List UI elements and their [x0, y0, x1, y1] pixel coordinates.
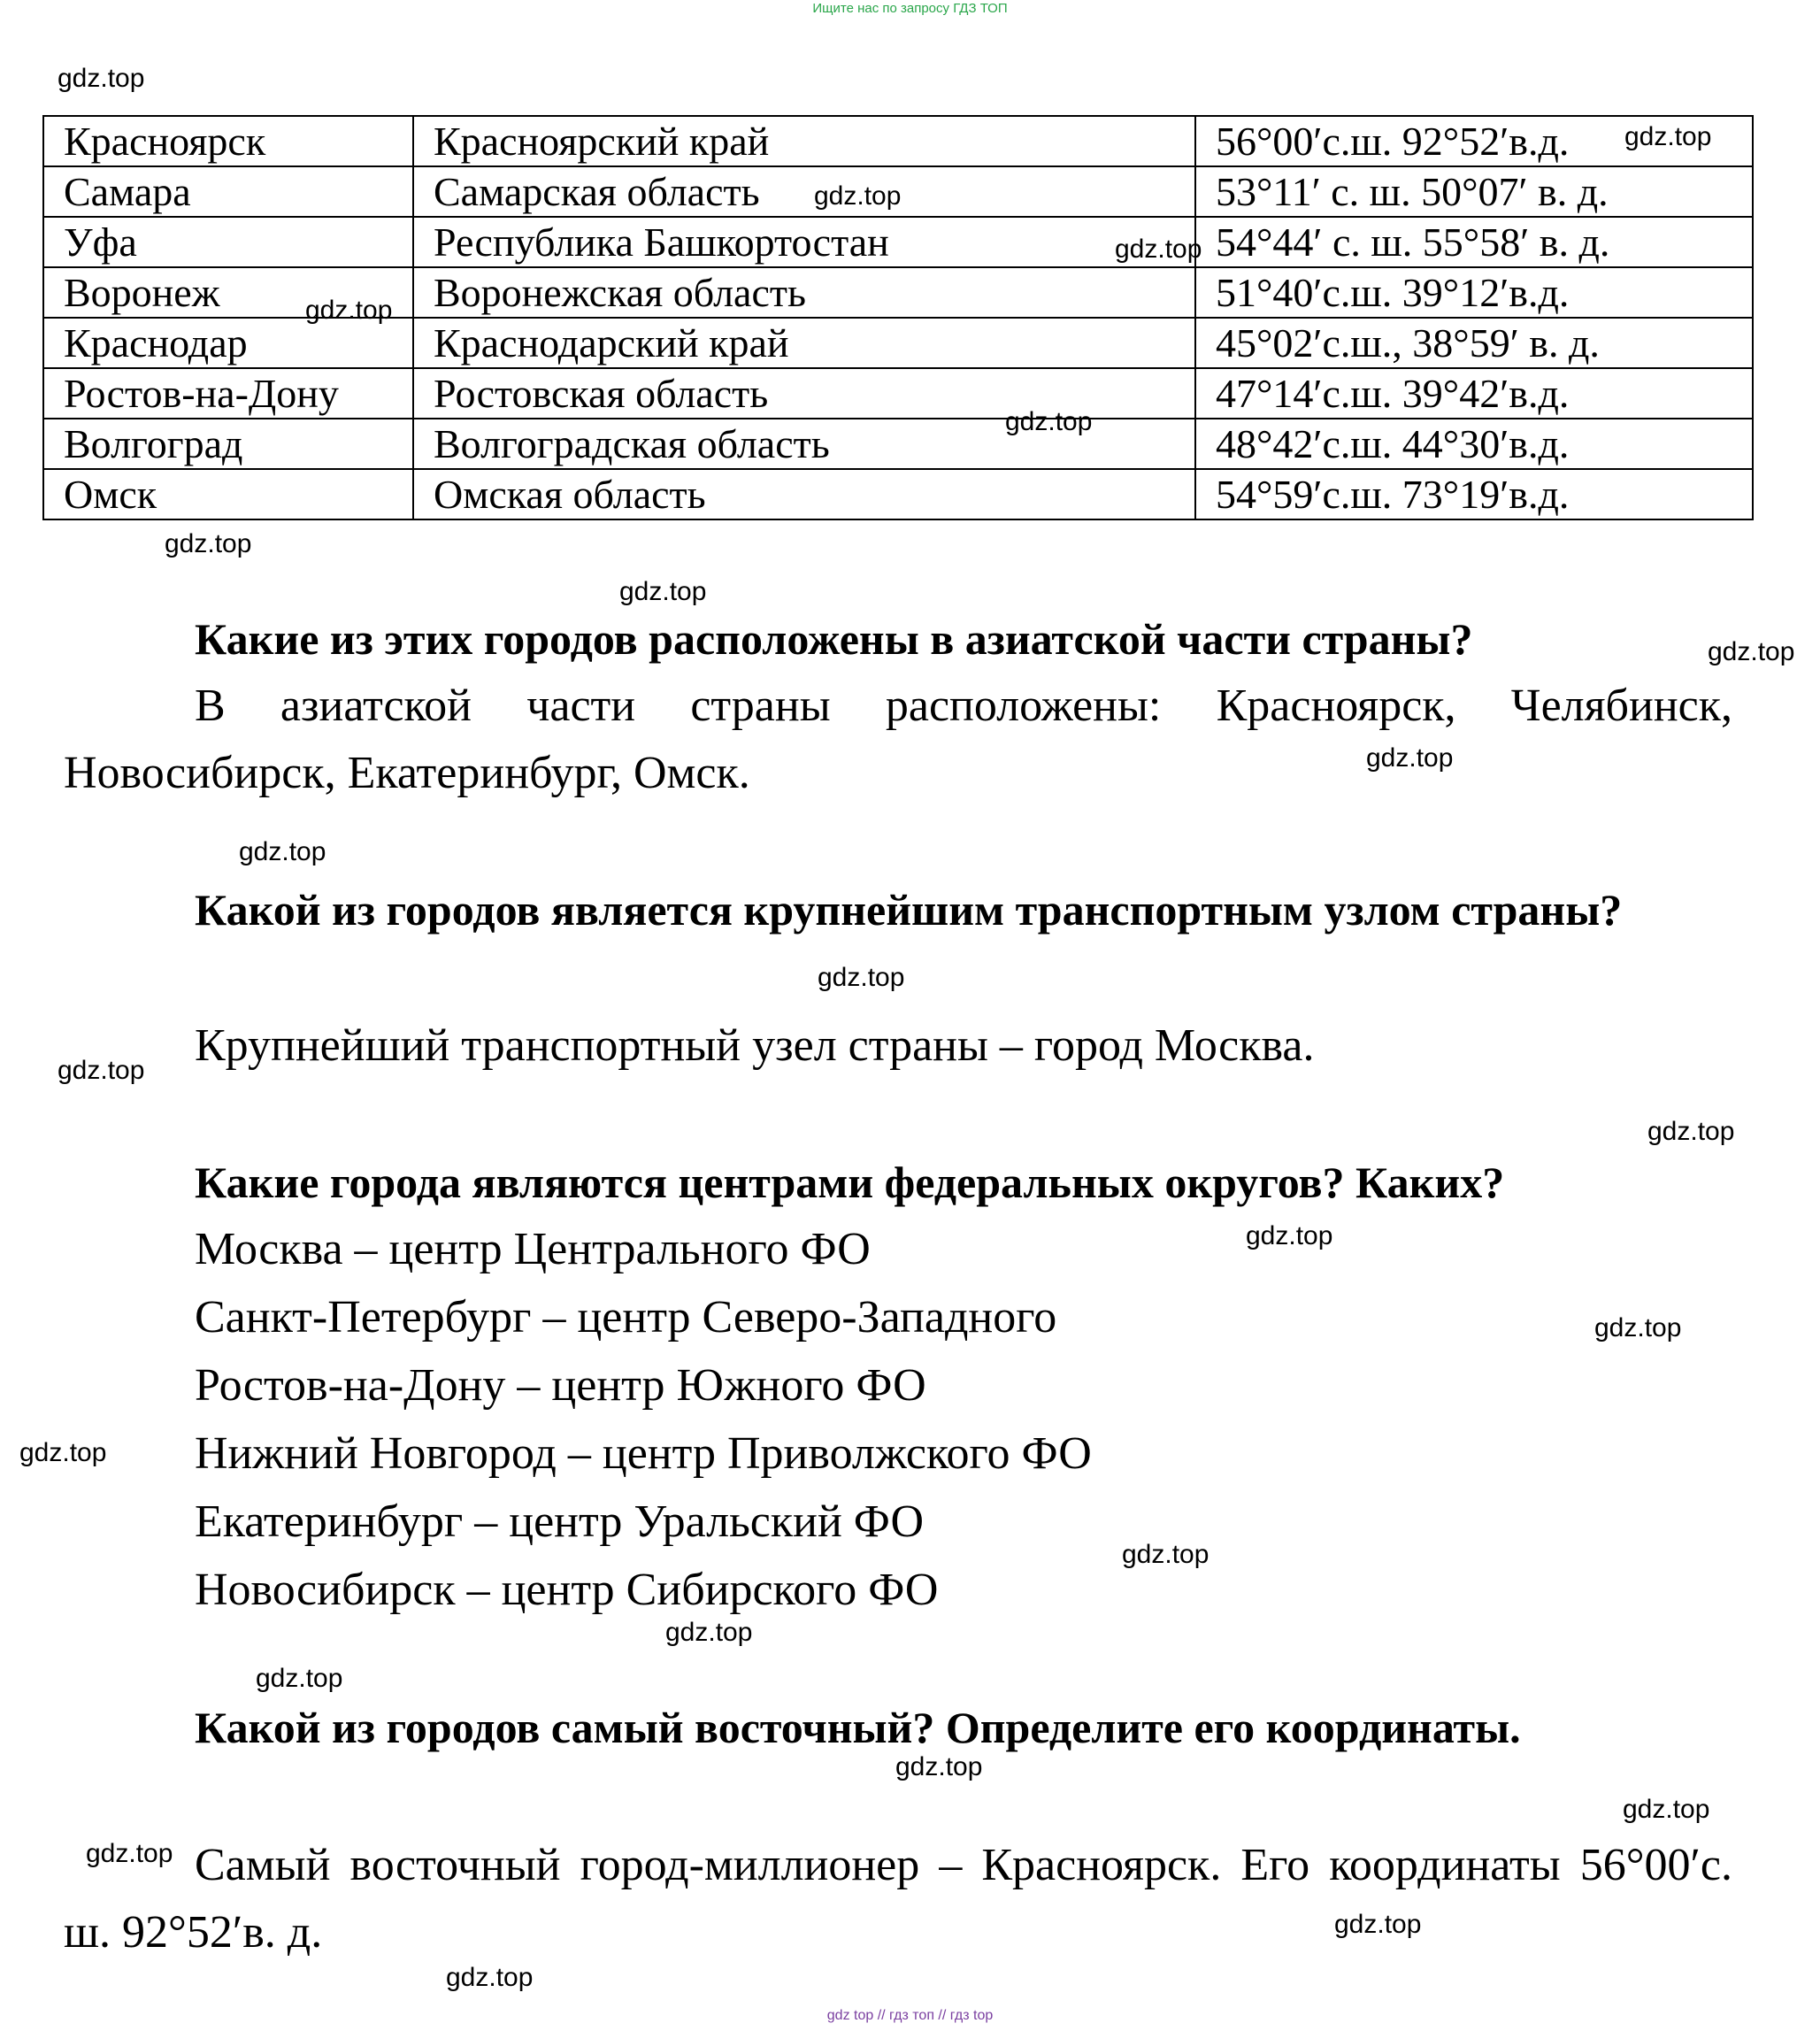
city-cell: Краснодар: [43, 318, 413, 368]
list-item: Екатеринбург – центр Уральский ФО: [195, 1496, 925, 1547]
region-cell: Омская область: [413, 469, 1195, 519]
coords-cell: 54°59′с.ш. 73°19′в.д.: [1195, 469, 1753, 519]
question-federal: Какие города являются центрами федеральных округов? Каких?: [195, 1158, 1505, 1207]
watermark: gdz.top: [665, 1618, 753, 1647]
city-cell: Омск: [43, 469, 413, 519]
coords-cell: 45°02′с.ш., 38°59′ в. д.: [1195, 318, 1753, 368]
watermark: gdz.top: [1623, 1795, 1710, 1824]
watermark: gdz.top: [1334, 1910, 1422, 1939]
table-row: [43, 217, 1753, 267]
table-row: [43, 469, 1753, 519]
table-row: [43, 318, 1753, 368]
coords-cell: 51°40′с.ш. 39°12′в.д.: [1195, 267, 1753, 318]
watermark: gdz.top: [19, 1438, 107, 1467]
region-cell: Воронежская область: [413, 267, 1195, 318]
coords-cell: 54°44′ с. ш. 55°58′ в. д.: [1195, 217, 1753, 267]
city-cell: Волгоград: [43, 419, 413, 469]
table-row: [43, 419, 1753, 469]
city-cell: Уфа: [43, 217, 413, 267]
watermark: gdz.top: [1115, 235, 1202, 264]
watermark: gdz.top: [895, 1752, 983, 1781]
city-cell: Красноярск: [43, 116, 413, 166]
list-item: Новосибирск – центр Сибирского ФО: [195, 1565, 939, 1615]
region-cell: Краснодарский край: [413, 318, 1195, 368]
watermark: gdz.top: [1594, 1313, 1682, 1342]
watermark: gdz.top: [305, 296, 393, 325]
watermark: gdz.top: [58, 64, 145, 93]
list-item: Ростов-на-Дону – центр Южного ФО: [195, 1360, 926, 1411]
watermark: gdz.top: [814, 181, 902, 211]
coords-cell: 53°11′ с. ш. 50°07′ в. д.: [1195, 166, 1753, 217]
region-cell: Республика Башкортостан: [413, 217, 1195, 267]
answer-eastern: Самый восточный город-миллионер – Красноярск. Его координаты 56°00′с. ш. 92°52′в. д.: [64, 1840, 1732, 1958]
city-cell: Воронеж: [43, 267, 413, 318]
region-cell: Красноярский край: [413, 116, 1195, 166]
list-item: Санкт-Петербург – центр Северо-Западного: [195, 1292, 1057, 1342]
table-row: [43, 267, 1753, 318]
watermark: gdz.top: [1122, 1540, 1209, 1569]
watermark: gdz.top: [58, 1056, 145, 1085]
watermark: gdz.top: [86, 1839, 173, 1868]
watermark: gdz.top: [1005, 407, 1093, 436]
list-item: Москва – центр Центрального ФО: [195, 1224, 871, 1274]
coords-cell: 56°00′с.ш. 92°52′в.д.: [1195, 116, 1753, 166]
list-item: Нижний Новгород – центр Приволжского ФО: [195, 1428, 1092, 1479]
cities-table: [42, 115, 1754, 520]
footer-links: gdz top // гдз топ // гдз top: [826, 2008, 994, 2023]
watermark: gdz.top: [1708, 637, 1795, 666]
answer-asian: В азиатской части страны расположены: Красноярск, Челябинск, Новосибирск, Екатеринбург, Омск.: [64, 681, 1732, 798]
watermark: gdz.top: [256, 1664, 343, 1693]
watermark: gdz.top: [446, 1963, 534, 1992]
coords-cell: 48°42′с.ш. 44°30′в.д.: [1195, 419, 1753, 469]
city-cell: Самара: [43, 166, 413, 217]
question-transport: Какой из городов является крупнейшим транспортным узлом страны?: [195, 885, 1623, 935]
watermark: gdz.top: [818, 963, 905, 992]
coords-cell: 47°14′с.ш. 39°42′в.д.: [1195, 368, 1753, 419]
city-cell: Ростов-на-Дону: [43, 368, 413, 419]
watermark: gdz.top: [619, 577, 707, 606]
watermark: gdz.top: [1246, 1221, 1333, 1250]
watermark: gdz.top: [1624, 122, 1712, 151]
table-row: [43, 116, 1753, 166]
region-cell: Самарская область: [413, 166, 1195, 217]
question-eastern: Какой из городов самый восточный? Определите его координаты.: [195, 1703, 1521, 1752]
header-note: Ищите нас по запросу ГДЗ ТОП: [812, 1, 1008, 16]
question-asian: Какие из этих городов расположены в азиатской части страны?: [195, 614, 1473, 664]
watermark: gdz.top: [165, 529, 252, 558]
region-cell: Ростовская область: [413, 368, 1195, 419]
watermark: gdz.top: [239, 837, 326, 866]
watermark: gdz.top: [1366, 743, 1454, 773]
answer-transport: Крупнейший транспортный узел страны – город Москва.: [195, 1020, 1315, 1071]
table-row: [43, 368, 1753, 419]
region-cell: Волгоградская область: [413, 419, 1195, 469]
watermark: gdz.top: [1647, 1117, 1735, 1146]
